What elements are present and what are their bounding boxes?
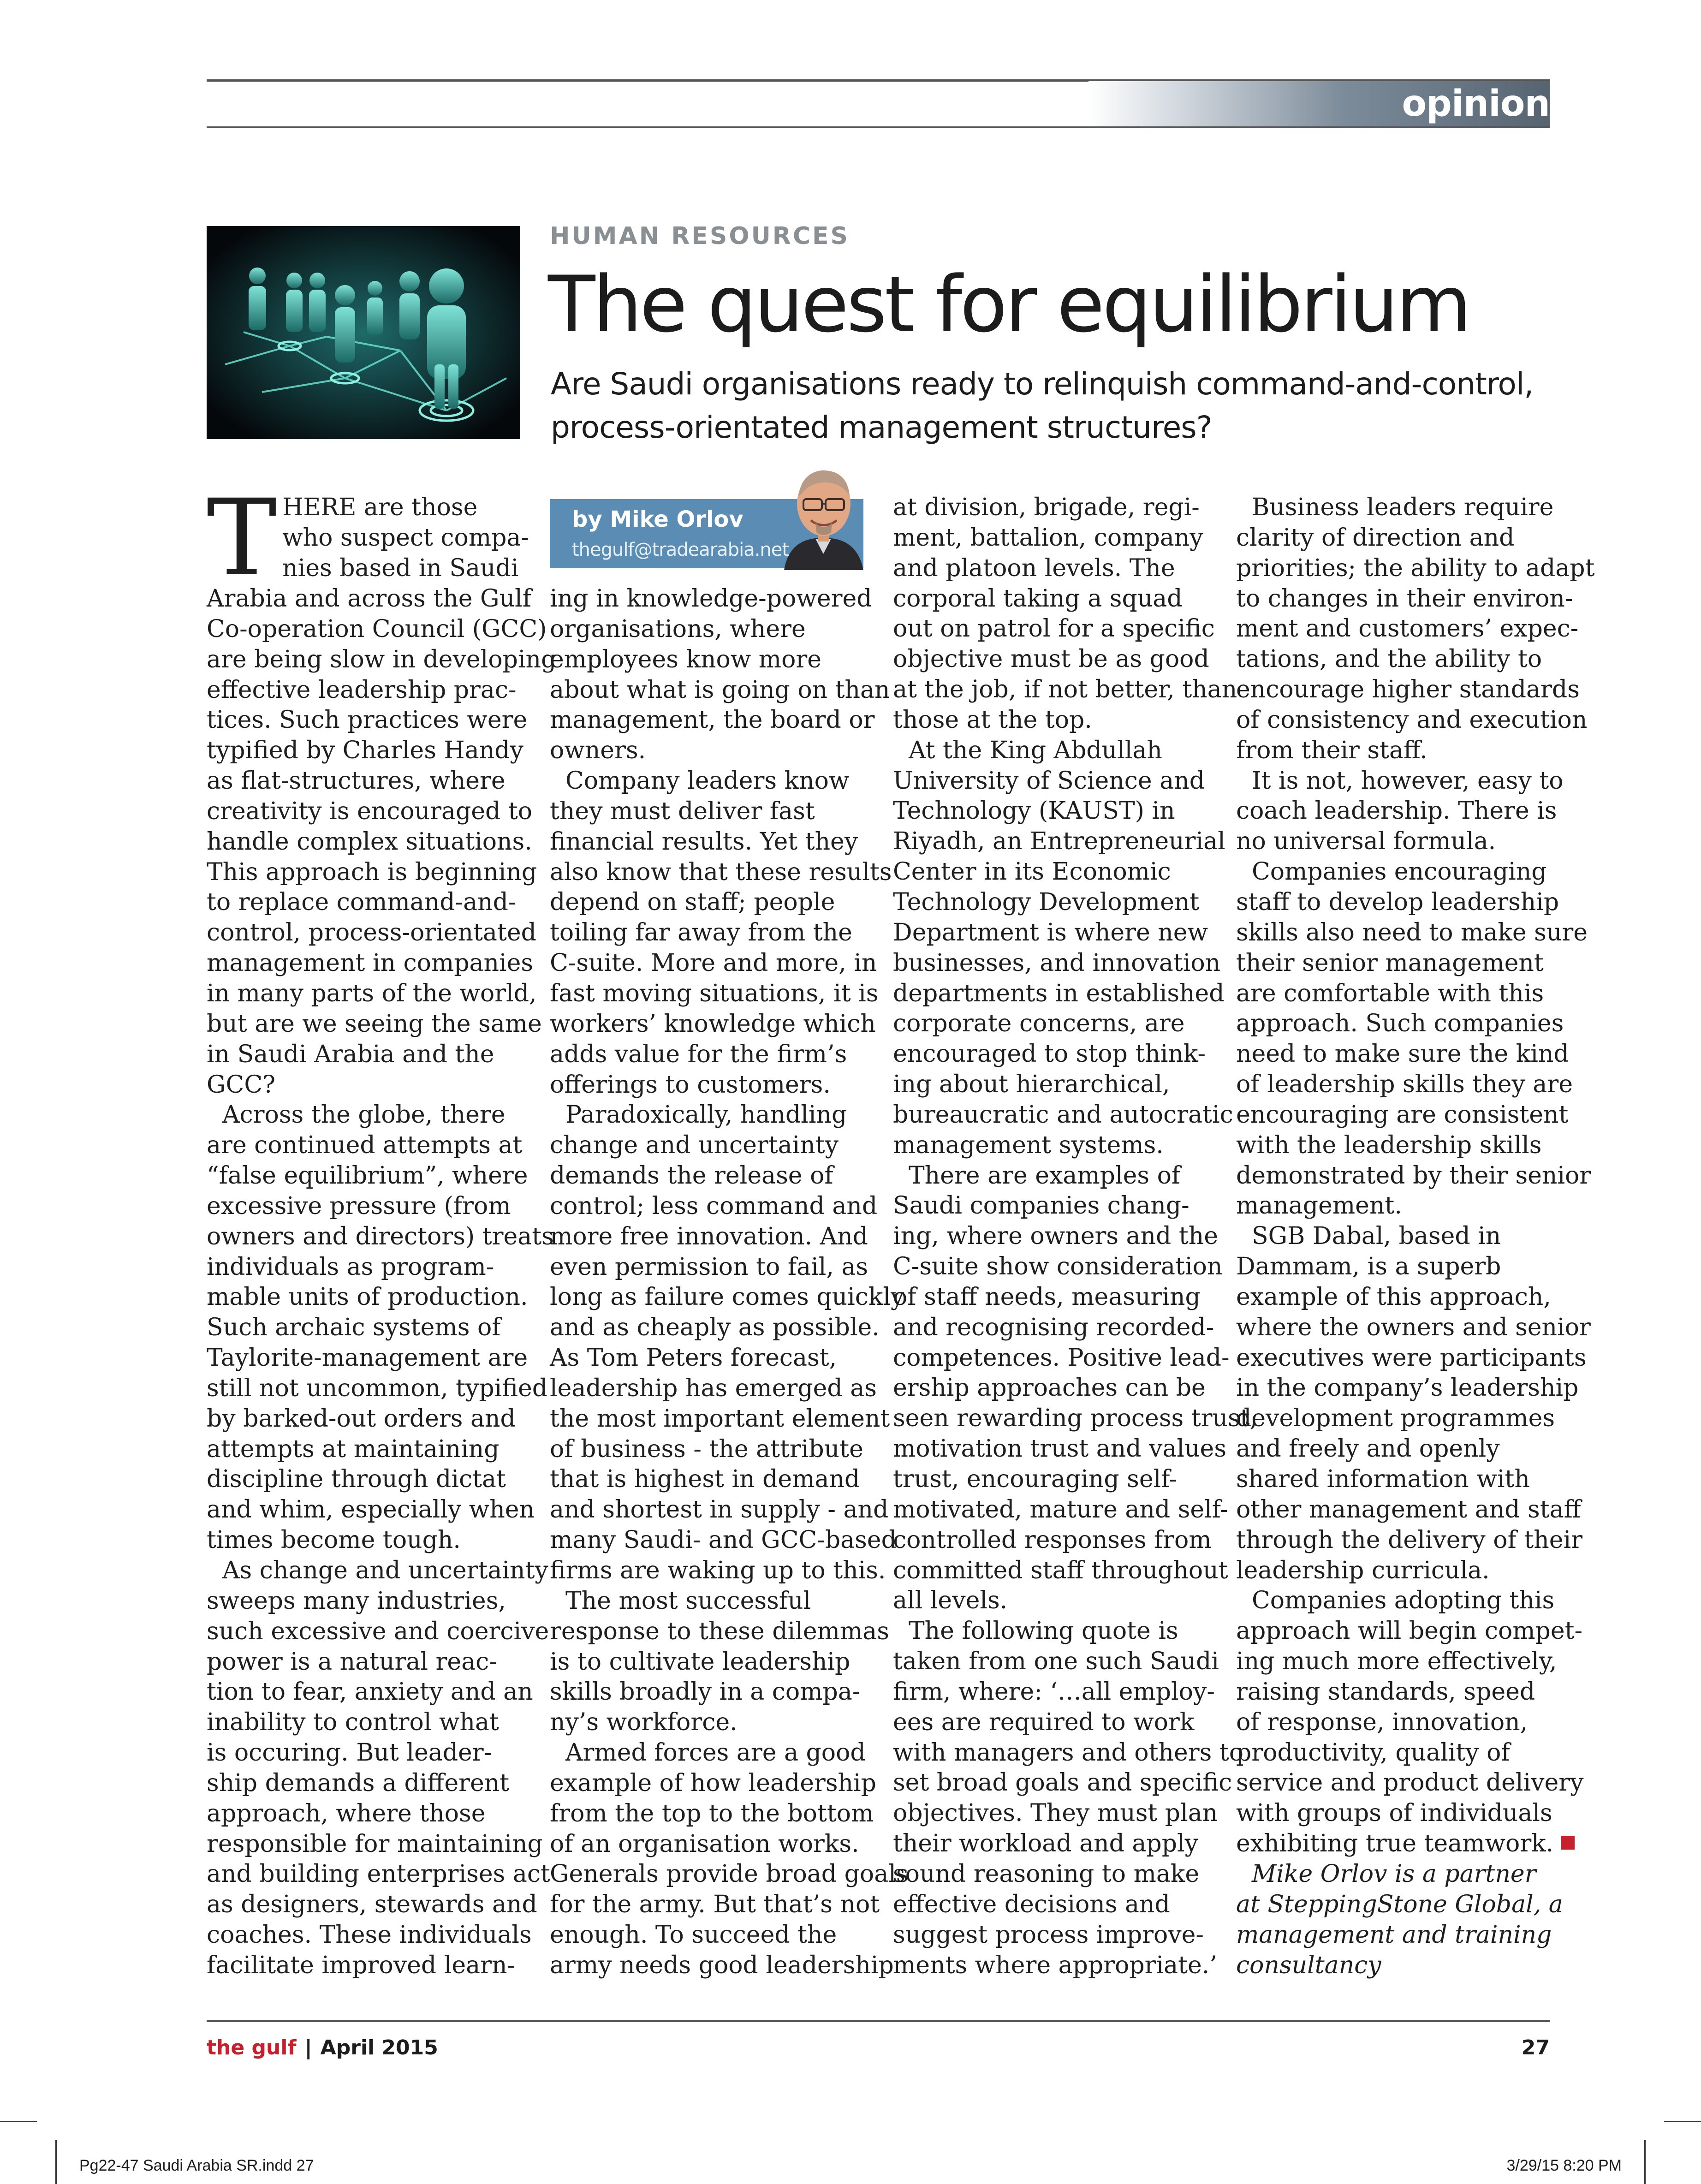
print-slug-timestamp: 3/29/15 8:20 PM — [1506, 2157, 1622, 2174]
text-line: ership approaches can be — [893, 1374, 1206, 1402]
text-line: to changes in their environ- — [1236, 584, 1573, 613]
text-line: need to make sure the kind — [1236, 1040, 1569, 1068]
text-line: nies based in Saudi — [282, 554, 519, 582]
text-line: and freely and openly — [1236, 1435, 1500, 1463]
text-line: The following quote is — [909, 1617, 1178, 1645]
text-line: staff to develop leadership — [1236, 888, 1559, 916]
text-line: of business - the attribute — [550, 1435, 863, 1463]
text-line: Armed forces are a good — [565, 1739, 866, 1767]
text-line: and whim, especially when — [207, 1496, 535, 1524]
text-line: firm, where: ‘…all employ- — [893, 1678, 1215, 1706]
article-category: HUMAN RESOURCES — [550, 222, 850, 250]
paragraph — [207, 584, 557, 1100]
text-line: individuals as program- — [207, 1253, 494, 1281]
paragraph — [207, 1556, 550, 1981]
byline-email[interactable]: thegulf@tradearabia.net — [572, 539, 789, 560]
text-line: Co-operation Council (GCC) — [207, 615, 547, 643]
text-line: shared information with — [1236, 1465, 1530, 1493]
text-line: that is highest in demand — [550, 1465, 860, 1494]
text-line: Generals provide broad goals — [550, 1860, 909, 1888]
text-line: control, process-orientated — [207, 919, 536, 947]
text-line: firms are waking up to this. — [550, 1557, 886, 1584]
text-line: financial results. Yet they — [550, 827, 858, 856]
drop-cap: T — [207, 476, 277, 599]
text-line: corporal taking a squad — [893, 584, 1183, 613]
text-line: There are examples of — [909, 1161, 1181, 1190]
article-standfirst — [551, 363, 1552, 449]
text-line: is occuring. But leader- — [207, 1739, 492, 1767]
text-line: At the King Abdullah — [909, 736, 1162, 764]
issue-date: April 2015 — [320, 2036, 438, 2059]
text-line: owners and directors) treats — [207, 1222, 554, 1250]
text-line: those at the top. — [893, 706, 1092, 734]
text-line: departments in established — [893, 979, 1225, 1007]
text-line: ny’s workforce. — [550, 1708, 737, 1737]
paragraph — [550, 1586, 889, 1738]
text-line: encouraged to stop think- — [893, 1040, 1206, 1068]
text-line: motivation trust and values — [893, 1435, 1226, 1463]
text-line: from the top to the bottom — [550, 1799, 874, 1827]
text-line: consultancy — [1236, 1951, 1381, 1979]
text-line: but are we seeing the same — [207, 1010, 542, 1038]
text-line: more free innovation. And — [550, 1222, 868, 1250]
text-line: are comfortable with this — [1236, 979, 1544, 1007]
text-line: SGB Dabal, based in — [1252, 1222, 1501, 1250]
text-line: Taylorite-management are — [207, 1344, 528, 1372]
text-line: Center in its Economic — [893, 858, 1171, 886]
text-line: all levels. — [893, 1587, 1008, 1615]
text-line: from their staff. — [1236, 736, 1427, 764]
text-line: ing, where owners and the — [893, 1222, 1219, 1250]
text-line: typified by Charles Handy — [207, 737, 523, 765]
text-line: ing much more effectively, — [1236, 1648, 1557, 1676]
text-line-last — [1236, 1829, 1554, 1859]
text-line: as flat-structures, where — [207, 767, 506, 795]
text-line: their workload and apply — [893, 1830, 1199, 1858]
text-line: University of Science and — [893, 767, 1205, 795]
text-line: approach. Such companies — [1236, 1010, 1564, 1038]
text-line: development programmes — [1236, 1404, 1555, 1433]
text-line: even permission to fail, as — [550, 1253, 868, 1281]
text-line: C-suite. More and more, in — [550, 949, 877, 977]
crop-mark — [0, 2121, 37, 2122]
text-line: and platoon levels. The — [893, 554, 1175, 582]
text-line: approach, where those — [207, 1799, 486, 1827]
text-line: out on patrol for a specific — [893, 615, 1215, 643]
text-line: Riyadh, an Entrepreneurial — [893, 827, 1225, 856]
text-line: for the army. But that’s not — [550, 1891, 880, 1919]
text-line: depend on staff; people — [550, 888, 835, 916]
text-line: organisations, where — [550, 615, 806, 643]
paragraph — [550, 1100, 904, 1586]
text-line: management, the board or — [550, 706, 875, 734]
text-line: in the company’s leadership — [1236, 1374, 1579, 1402]
text-line: service and product delivery — [1236, 1769, 1584, 1797]
text-line: encourage higher standards — [1236, 676, 1580, 704]
text-line: committed staff throughout — [893, 1556, 1228, 1584]
text-line: motivated, mature and self- — [893, 1495, 1228, 1523]
text-line: raising standards, speed — [1236, 1678, 1535, 1706]
text-line: attempts at maintaining — [207, 1435, 500, 1463]
text-line: at SteppingStone Global, a — [1236, 1890, 1563, 1918]
text-line: change and uncertainty — [550, 1131, 839, 1160]
text-line: such excessive and coercive — [207, 1617, 549, 1645]
text-line: discipline through dictat — [207, 1465, 506, 1494]
section-label: opinion — [1402, 83, 1550, 125]
text-line: Saudi companies chang- — [893, 1192, 1190, 1220]
text-line: of consistency and execution — [1236, 706, 1588, 734]
text-line: Companies adopting this — [1252, 1587, 1555, 1615]
text-line: coaches. These individuals — [207, 1921, 532, 1949]
text-line: effective leadership prac- — [207, 676, 517, 704]
text-line: excessive pressure (from — [207, 1192, 511, 1220]
text-line: ing in knowledge-powered — [550, 585, 872, 613]
text-line: bureaucratic and autocratic — [893, 1101, 1233, 1129]
text-line: tices. Such practices were — [207, 706, 528, 734]
text-line: seen rewarding process trust, — [893, 1404, 1258, 1433]
text-line: Technology Development — [893, 888, 1200, 916]
text-line: encouraging are consistent — [1236, 1101, 1569, 1129]
text-line: who suspect compa- — [282, 524, 529, 552]
text-line: with managers and others to — [893, 1738, 1244, 1767]
text-line: with the leadership skills — [1236, 1131, 1542, 1159]
paragraph — [893, 736, 1233, 1161]
text-line: at division, brigade, regi- — [893, 494, 1200, 521]
text-line: at the job, if not better, than — [893, 676, 1237, 704]
paragraph — [1236, 766, 1564, 857]
paragraph — [893, 1616, 1244, 1981]
text-line: HERE are those — [282, 494, 478, 521]
text-line: owners. — [550, 737, 646, 765]
text-line: productivity, quality of — [1236, 1738, 1510, 1767]
text-line: taken from one such Saudi — [893, 1648, 1219, 1676]
text-line: response to these dilemmas — [550, 1617, 889, 1645]
paragraph — [1236, 1586, 1584, 1859]
text-line: Paradoxically, handling — [565, 1101, 847, 1129]
crop-mark — [55, 2140, 57, 2184]
paragraph — [1236, 1221, 1591, 1586]
text-line: enough. To succeed the — [550, 1921, 837, 1949]
text-line: suggest process improve- — [893, 1921, 1204, 1949]
text-line: mable units of production. — [207, 1283, 528, 1311]
text-line: they must deliver fast — [550, 797, 815, 825]
text-line: GCC? — [207, 1071, 275, 1099]
text-line: Company leaders know — [565, 767, 850, 795]
text-line: leadership has emerged as — [550, 1374, 877, 1402]
text-line: responsible for maintaining — [207, 1830, 543, 1858]
text-line: power is a natural reac- — [207, 1648, 497, 1676]
text-line: The most successful — [565, 1587, 811, 1615]
text-line: As change and uncertainty — [222, 1557, 548, 1584]
paragraph — [893, 1161, 1258, 1617]
text-line: Arabia and across the Gulf — [207, 585, 531, 613]
text-line: demands the release of — [550, 1162, 833, 1190]
text-line: creativity is encouraged to — [207, 797, 533, 825]
text-line: controlled responses from — [893, 1526, 1212, 1554]
text-line: ship demands a different — [207, 1769, 510, 1797]
text-line: ing about hierarchical, — [893, 1071, 1170, 1099]
text-line: in many parts of the world, — [207, 979, 537, 1007]
text-line: management in companies — [207, 949, 534, 977]
text-line: ments where appropriate.’ — [893, 1951, 1217, 1979]
text-line: Companies encouraging — [1252, 858, 1547, 886]
paragraph — [550, 766, 892, 1100]
crop-mark — [1644, 2140, 1646, 2184]
text-line: and as cheaply as possible. — [550, 1314, 880, 1342]
paragraph — [1236, 493, 1595, 766]
paragraph — [207, 1100, 554, 1556]
author-note — [1236, 1859, 1563, 1981]
text-line: Department is where new — [893, 918, 1208, 946]
text-line: fast moving situations, it is — [550, 979, 879, 1007]
text-line: employees know more — [550, 645, 822, 673]
text-line: approach will begin compet- — [1236, 1617, 1583, 1645]
text-line: sweeps many industries, — [207, 1587, 506, 1615]
publication-name: the gulf — [207, 2036, 297, 2059]
text-line: of response, innovation, — [1236, 1708, 1528, 1736]
text-line: are being slow in developing — [207, 645, 557, 673]
article-column-4 — [1236, 493, 1595, 1981]
text-line: workers’ knowledge which — [550, 1010, 876, 1038]
text-line: example of this approach, — [1236, 1283, 1551, 1311]
article-title: The quest for equilibrium — [548, 259, 1469, 350]
text-line: This approach is beginning — [207, 858, 537, 886]
network-people-illustration — [207, 226, 520, 439]
text-line: many Saudi- and GCC-based — [550, 1526, 897, 1554]
footer-publication-info — [207, 2034, 438, 2062]
article-column-2 — [550, 584, 909, 1981]
standfirst-line: Are Saudi organisations ready to relinquish command-and-control, — [551, 366, 1534, 402]
text-line: Across the globe, there — [222, 1101, 506, 1129]
text-line: are continued attempts at — [207, 1131, 523, 1160]
text-line: facilitate improved learn- — [207, 1951, 516, 1979]
text-line: trust, encouraging self- — [893, 1465, 1178, 1493]
text-line: tion to fear, anxiety and an — [207, 1678, 533, 1706]
text-line: example of how leadership — [550, 1769, 876, 1797]
text-line: to replace command-and- — [207, 888, 517, 916]
hero-image — [207, 226, 520, 439]
text-line: adds value for the firm’s — [550, 1040, 847, 1068]
text-line: C-suite show consideration — [893, 1253, 1223, 1281]
page-number: 27 — [1521, 2036, 1550, 2059]
print-slug-file: Pg22-47 Saudi Arabia SR.indd 27 — [79, 2157, 314, 2174]
text-line: effective decisions and — [893, 1890, 1170, 1918]
text-line: objective must be as good — [893, 645, 1209, 673]
text-line: ment, battalion, company — [893, 524, 1203, 552]
text-line: the most important element — [550, 1404, 890, 1433]
text-line: still not uncommon, typified — [207, 1374, 548, 1402]
article-column-3 — [893, 493, 1258, 1981]
text-line: of leadership skills they are — [1236, 1071, 1573, 1099]
text-line: Such archaic systems of — [207, 1314, 501, 1342]
text-line: toiling far away from the — [550, 919, 852, 947]
text-line: Mike Orlov is a partner — [1252, 1860, 1536, 1888]
article-column-1 — [207, 476, 557, 1981]
text-line: Business leaders require — [1252, 494, 1554, 521]
text-line: is to cultivate leadership — [550, 1648, 850, 1676]
text-line: ees are required to work — [893, 1708, 1195, 1736]
text-line: set broad goals and specific — [893, 1769, 1232, 1797]
text-line: As Tom Peters forecast, — [550, 1344, 837, 1372]
paragraph — [550, 1738, 909, 1981]
footer-separator: | — [304, 2036, 312, 2059]
author-portrait — [779, 459, 867, 570]
text-line: long as failure comes quickly — [550, 1283, 904, 1311]
text-line: inability to control what — [207, 1708, 499, 1737]
text-line: coach leadership. There is — [1236, 797, 1557, 825]
text-line: demonstrated by their senior — [1236, 1161, 1591, 1190]
text-line: management systems. — [893, 1131, 1164, 1159]
text-line: of an organisation works. — [550, 1830, 859, 1858]
footer-rule — [207, 2020, 1550, 2022]
text-line: control; less command and — [550, 1192, 878, 1220]
text-line: priorities; the ability to adapt — [1236, 554, 1595, 582]
text-line: exhibiting true teamwork. — [1236, 1830, 1554, 1858]
text-line: times become tough. — [207, 1526, 461, 1554]
text-line: Technology (KAUST) in — [893, 797, 1175, 825]
text-line: “false equilibrium”, where — [207, 1162, 528, 1190]
text-line: handle complex situations. — [207, 827, 532, 856]
text-line: with groups of individuals — [1236, 1799, 1552, 1827]
text-line: leadership curricula. — [1236, 1556, 1490, 1584]
text-line: competences. Positive lead- — [893, 1344, 1230, 1372]
text-line: It is not, however, easy to — [1252, 767, 1564, 795]
byline-author: by Mike Orlov — [572, 506, 743, 532]
text-line: through the delivery of their — [1236, 1526, 1583, 1554]
text-line: ment and customers’ expec- — [1236, 615, 1579, 643]
text-line: also know that these results — [550, 858, 892, 886]
text-line: corporate concerns, are — [893, 1010, 1185, 1038]
text-line: of staff needs, measuring — [893, 1283, 1201, 1311]
paragraph — [893, 493, 1237, 736]
text-line: sound reasoning to make — [893, 1860, 1200, 1888]
text-line: and building enterprises act — [207, 1860, 550, 1888]
text-line: no universal formula. — [1236, 827, 1496, 856]
standfirst-line: process-orientated management structures? — [551, 410, 1212, 445]
text-line: their senior management — [1236, 949, 1544, 977]
text-line: offerings to customers. — [550, 1071, 831, 1099]
text-line: army needs good leadership — [550, 1951, 894, 1979]
text-line: other management and staff — [1236, 1495, 1581, 1523]
text-line: about what is going on than — [550, 676, 890, 704]
text-line: in Saudi Arabia and the — [207, 1040, 494, 1068]
text-line: businesses, and innovation — [893, 949, 1221, 977]
header-bottom-rule — [207, 126, 1550, 128]
text-line: and recognising recorded- — [893, 1313, 1214, 1341]
text-line: as designers, stewards and — [207, 1891, 537, 1919]
text-line: tations, and the ability to — [1236, 645, 1542, 673]
crop-mark — [1664, 2121, 1701, 2122]
paragraph — [550, 584, 890, 766]
red-square-icon — [1561, 1836, 1575, 1850]
text-line: by barked-out orders and — [207, 1404, 516, 1433]
text-line: Dammam, is a superb — [1236, 1253, 1501, 1281]
text-line: skills broadly in a compa- — [550, 1678, 861, 1706]
text-line: and shortest in supply - and — [550, 1496, 889, 1524]
text-line: clarity of direction and — [1236, 524, 1515, 552]
text-line: management and training — [1236, 1921, 1552, 1949]
text-line: management. — [1236, 1192, 1402, 1220]
text-line: objectives. They must plan — [893, 1799, 1218, 1827]
text-line: skills also need to make sure — [1236, 918, 1588, 946]
paragraph — [1236, 857, 1591, 1221]
text-line: where the owners and senior — [1236, 1313, 1591, 1341]
text-line: executives were participants — [1236, 1344, 1587, 1372]
